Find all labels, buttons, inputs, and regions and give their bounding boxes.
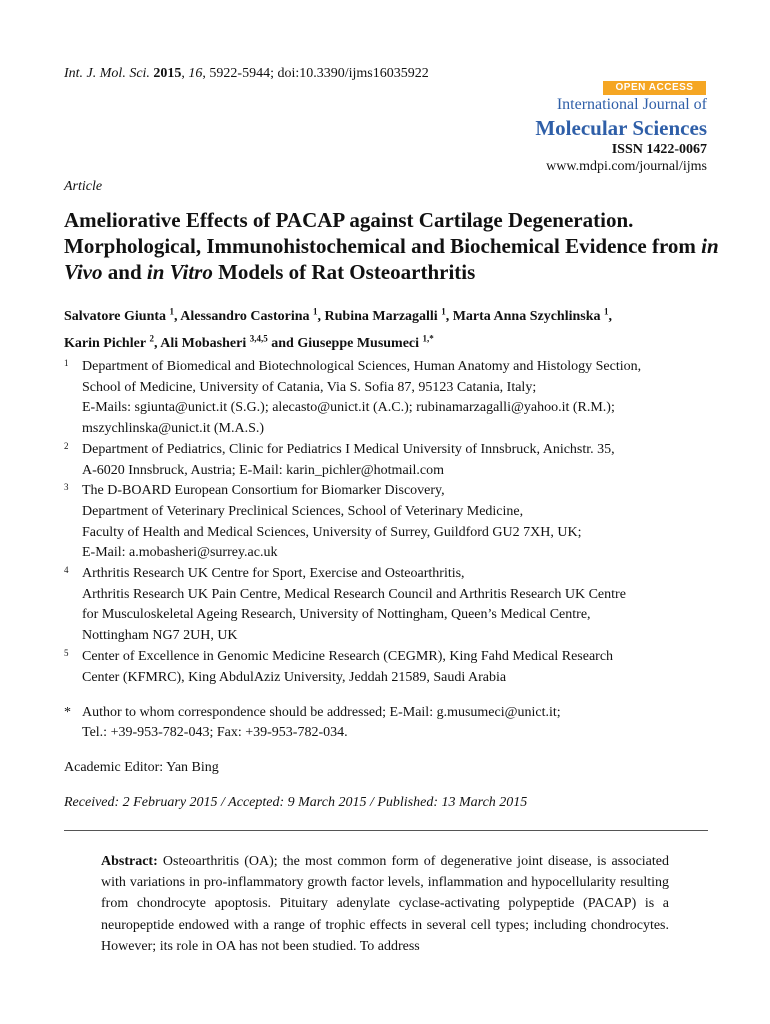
author: Salvatore Giunta $^1$, — [64, 306, 181, 324]
abstract-text: Osteoarthritis (OA); the most common form of degenerative joint disease, is associated with variations in pro-inflammatory growth factor levels, inflammation and hypocellularity resulting from chondrocyte apoptosis. Pituitary adenylate cyclase-activating polypeptide (PACAP) is a neuropeptide endowed with a range of trophic effects in several cell types; including chondrocytes. However; its role in OA has not been studied. To address — [101, 854, 669, 954]
author: Alessandro Castorina $^1$, — [180, 306, 325, 324]
affiliations — [64, 357, 724, 688]
citation-volume: 16 — [188, 66, 203, 81]
open-access-badge: OPEN ACCESS — [603, 81, 706, 95]
author: Karin Pichler $^2$, — [64, 333, 161, 352]
citation-journal: Int. J. Mol. Sci. — [64, 66, 150, 81]
correspondence-note: * Author to whom correspondence should be addressed; E-Mail: g.musumeci@unict.it; Tel.: +39-953-782-043; Fax: +39-953-782-034. — [64, 705, 561, 740]
journal-title: Molecular Sciences — [535, 116, 707, 140]
citation-rest: , 5922-5944; doi:10.3390/ijms16035922 — [202, 66, 429, 81]
citation-year: 2015 — [153, 66, 182, 81]
journal-subtitle: International Journal of — [556, 96, 707, 113]
publication-dates: Received: 2 February 2015 / Accepted: 9 March 2015 / Published: 13 March 2015 — [64, 795, 528, 810]
issn: ISSN 1422-0067 — [611, 142, 707, 157]
author: Marta Anna Szychlinska $^1$, — [452, 306, 613, 324]
affiliation: 3 The D-BOARD European Consortium for Biomarker Discovery, Department of Veterinary Preclinical Sciences, School of Veterinary Medicine, Faculty of Health and Medical Sciences, University of Surrey, Guildford GU2 7XH, UK; E-Mail: a.mobasheri@surrey.ac.uk — [64, 482, 582, 561]
affiliation: 2 Department of Pediatrics, Clinic for Pediatrics I Medical University of Innsbruck, Anichstr. 35, A-6020 Innsbruck, Austria; E-Mail: karin_pichler@hotmail.com — [64, 440, 615, 478]
article-type: Article — [64, 179, 103, 194]
author-list — [64, 300, 724, 355]
academic-editor: Academic Editor: Yan Bing — [64, 760, 219, 775]
affiliation: 4 Arthritis Research UK Centre for Sport, Exercise and Osteoarthritis, Arthritis Research UK Pain Centre, Medical Research Council and Arthritis Research UK Centre for Musculoskeletal Ageing Research, University of Nottingham, Queen’s Medical Centre, Nottingham NG7 2UH, UK — [64, 565, 626, 644]
abstract — [101, 851, 669, 957]
affiliation: 1 Department of Biomedical and Biotechnological Sciences, Human Anatomy and Histology Section, School of Medicine, University of Catania, Via S. Sofia 87, 95123 Catania, Italy; E-Mails: sgiunta@unict.it (S.G.); alecasto@unict.it (A.C.); rubinamarzagalli@yahoo.it (R.M.); mszychlinska@unict.it (M.A.S.) — [64, 358, 642, 437]
abstract-label: Abstract: — [101, 854, 158, 869]
divider — [64, 830, 708, 831]
author: Ali Mobasheri $^{3,4,5}$ and — [160, 333, 298, 352]
journal-url[interactable]: www.mdpi.com/journal/ijms — [546, 159, 707, 174]
affiliation: 5 Center of Excellence in Genomic Medicine Research (CEGMR), King Fahd Medical Research Center (KFMRC), King AbdulAziz University, Jeddah 21589, Saudi Arabia — [64, 647, 614, 685]
author: Rubina Marzagalli $^1$, — [324, 306, 453, 324]
citation-line: Int. J. Mol. Sci. 2015, 16, 5922-5944; doi:10.3390/ijms16035922 — [64, 66, 429, 81]
paper-title: Ameliorative Effects of PACAP against Cartilage Degeneration. Morphological, Immunohistochemical and Biochemical Evidence from in Vivo and in Vitro Models of Rat Osteoarthritis — [64, 208, 719, 284]
author: Giuseppe Musumeci $^{1,*}$ — [297, 333, 434, 352]
